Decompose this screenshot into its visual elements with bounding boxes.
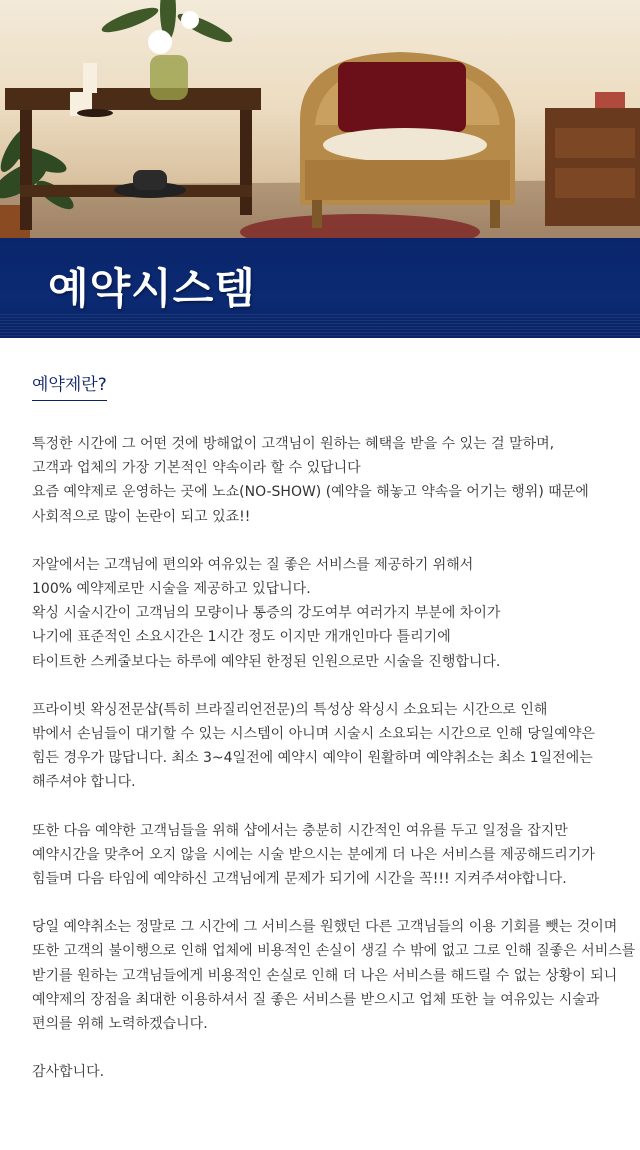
paragraph: [32, 1060, 628, 1084]
lounge-room-illustration: [0, 0, 640, 238]
paragraph: [32, 432, 628, 529]
paragraph-line: 나기에 표준적인 소요시간은 1시간 정도 이지만 개개인마다 틀리기에: [32, 629, 451, 646]
paragraph-line: 감사합니다.: [32, 1064, 105, 1081]
body-text: [32, 432, 636, 1084]
paragraph-line: 고객과 업체의 가장 기본적인 약속이라 할 수 있답니다: [32, 460, 361, 477]
paragraph-line: 특정한 시간에 그 어떤 것에 방해없이 고객님이 원하는 혜택을 받을 수 있는 걸 말하며,: [32, 436, 555, 452]
paragraph-line: 사회적으로 많이 논란이 되고 있죠!!: [32, 508, 251, 525]
paragraph-line: 왁싱 시술시간이 고객님의 모량이나 통증의 강도여부 여러가지 부분에 차이가: [32, 605, 501, 622]
paragraph-line: 또한 고객의 불이행으로 인해 업체에 비용적인 손실이 생길 수 밖에 없고 그로 인해 질좋은 서비스를: [32, 943, 636, 960]
paragraph: [32, 915, 636, 1036]
title-banner: [0, 238, 640, 338]
paragraph-line: 100% 예약제로만 시술을 제공하고 있답니다.: [32, 581, 311, 598]
paragraph-line: 힘들며 다음 타임에 예약하신 고객님에게 문제가 되기에 시간을 꼭!!! 지켜주셔야합니다.: [32, 871, 567, 888]
paragraph-line: 밖에서 손님들이 대기할 수 있는 시스템이 아니며 시술시 소요되는 시간으로 인해 당일예약은: [32, 726, 595, 743]
paragraph-line: 요즘 예약제로 운영하는 곳에 노쇼(NO-SHOW) (예약을 해놓고 약속을 어기는 행위) 때문에: [32, 484, 589, 501]
paragraph-line: 프라이빗 왁싱전문샵(특히 브라질리언전문)의 특성상 왁싱시 소요되는 시간으로 인해: [32, 701, 548, 718]
hero-photo: [0, 0, 640, 238]
paragraph-line: 편의를 위해 노력하겠습니다.: [32, 1016, 208, 1033]
paragraph-line: 받기를 원하는 고객님들에게 비용적인 손실로 인해 더 나은 서비스를 해드릴 수 없는 상황이 되니: [32, 967, 618, 984]
paragraph-line: 당일 예약취소는 정말로 그 시간에 그 서비스를 원했던 다른 고객님들의 이용 기회를 뺏는 것이며: [32, 919, 618, 936]
paragraph-line: 해주셔야 합니다.: [32, 774, 136, 791]
main-content: [32, 370, 636, 1108]
paragraph-line: 자알에서는 고객님에 편의와 여유있는 질 좋은 서비스를 제공하기 위해서: [32, 556, 474, 573]
section-title: 예약제란?: [32, 370, 107, 401]
paragraph-line: 예약제의 장점을 최대한 이용하셔서 질 좋은 서비스를 받으시고 업체 또한 늘 여유있는 시술과: [32, 991, 600, 1008]
paragraph-line: 예약시간을 맞추어 오지 않을 시에는 시술 받으시는 분에게 더 나은 서비스를 제공해드리기가: [32, 846, 595, 863]
paragraph-line: 또한 다음 예약한 고객님들을 위해 샵에서는 충분히 시간적인 여유를 두고 일정을 잡지만: [32, 822, 568, 839]
paragraph-line: 타이트한 스케줄보다는 하루에 예약된 한정된 인원으로만 시술을 진행합니다.: [32, 653, 501, 670]
paragraph-line: 힘든 경우가 많답니다. 최소 3~4일전에 예약시 예약이 원활하며 예약취소는 최소 1일전에는: [32, 750, 593, 767]
paragraph: [32, 819, 628, 892]
banner-stripe-pattern: [0, 314, 640, 338]
paragraph: [32, 698, 628, 795]
paragraph: [32, 553, 628, 674]
page-title: 예약시스템: [48, 264, 256, 313]
